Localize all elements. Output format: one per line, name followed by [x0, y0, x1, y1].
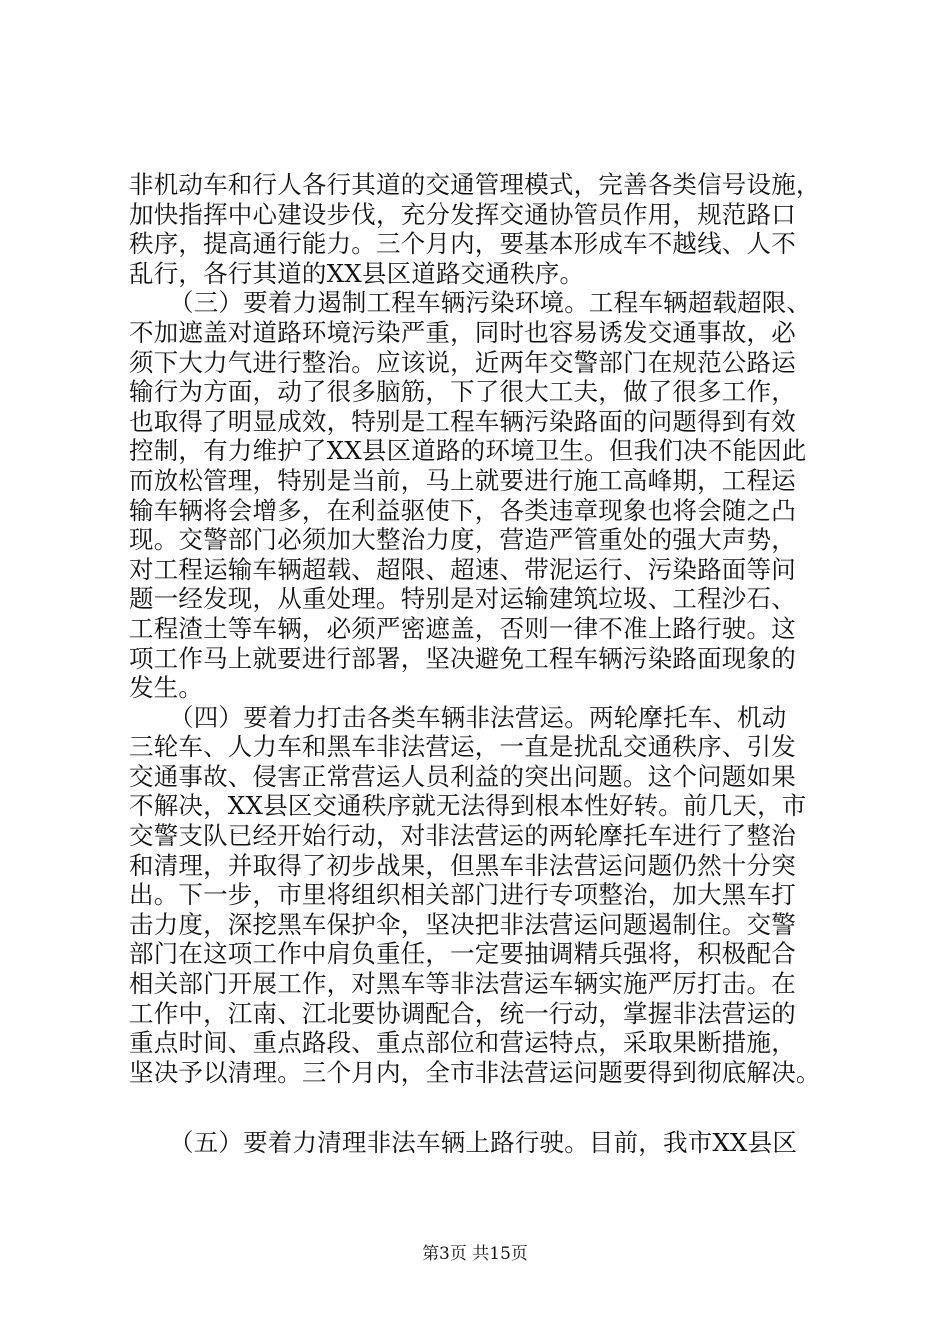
document-body [129, 170, 829, 1158]
text-line: 发生。 [129, 673, 204, 703]
text-line: 和清理，并取得了初步战果，但黑车非法营运问题仍然十分突 [129, 850, 796, 880]
text-line: 加快指挥中心建设步伐，充分发挥交通协管员作用，规范路口 [129, 199, 796, 229]
text-line: 不解决，XX县区交通秩序就无法得到根本性好转。前几天，市 [129, 791, 807, 821]
text-line: 控制，有力维护了XX县区道路的环境卫生。但我们决不能因此 [129, 436, 807, 466]
text-line: 工程渣土等车辆，必须严密遮盖，否则一律不准上路行驶。这 [129, 613, 796, 643]
text-line: 须下大力气进行整治。应该说，近两年交警部门在规范公路运 [129, 347, 796, 377]
page-footer: 第3页 共15页 [422, 1244, 528, 1264]
paragraph-heading-4: （四）要着力打击各类车辆非法营运。两轮摩托车、机动 [169, 702, 787, 732]
text-line: 现。交警部门必须加大整治力度，营造严管重处的强大声势， [129, 525, 796, 555]
text-line: 非机动车和行人各行其道的交通管理模式，完善各类信号设施， [129, 170, 821, 199]
text-line: 出。下一步，市里将组织相关部门进行专项整治，加大黑车打 [129, 880, 796, 910]
text-line: 项工作马上就要进行部署，坚决避免工程车辆污染路面现象的 [129, 643, 796, 673]
text-line: 对工程运输车辆超载、超限、超速、带泥运行、污染路面等问 [129, 554, 796, 584]
text-line: 题一经发现，从重处理。特别是对运输建筑垃圾、工程沙石、 [129, 584, 796, 614]
text-line: 交警支队已经开始行动，对非法营运的两轮摩托车进行了整治 [129, 821, 796, 851]
text-line: 输车辆将会增多，在利益驱使下，各类违章现象也将会随之凸 [129, 495, 796, 525]
text-line: 交通事故、侵害正常营运人员利益的突出问题。这个问题如果 [129, 761, 796, 791]
text-line: 部门在这项工作中肩负重任，一定要抽调精兵强将，积极配合 [129, 939, 796, 969]
text-line: 相关部门开展工作，对黑车等非法营运车辆实施严厉打击。在 [129, 969, 796, 999]
text-line: 重点时间、重点路段、重点部位和营运特点，采取果断措施， [129, 1028, 796, 1058]
text-line: 秩序，提高通行能力。三个月内，要基本形成车不越线、人不 [129, 229, 796, 259]
paragraph-heading-5: （五）要着力清理非法车辆上路行驶。目前，我市XX县区 [169, 1128, 798, 1158]
text-line: 击力度，深挖黑车保护伞，坚决把非法营运问题遏制住。交警 [129, 909, 796, 939]
paragraph-gap [129, 1087, 829, 1128]
paragraph-heading-3: （三）要着力遏制工程车辆污染环境。工程车辆超载超限、 [169, 288, 812, 318]
text-line: 输行为方面，动了很多脑筋，下了很大工夫，做了很多工作， [129, 377, 796, 407]
text-line: 坚决予以清理。三个月内，全市非法营运问题要得到彻底解决。 [129, 1057, 821, 1087]
text-line: 不加遮盖对道路环境污染严重，同时也容易诱发交通事故，必 [129, 317, 796, 347]
text-line: 乱行，各行其道的XX县区道路交通秩序。 [129, 258, 585, 288]
text-line: 而放松管理，特别是当前，马上就要进行施工高峰期，工程运 [129, 465, 796, 495]
text-line: 也取得了明显成效，特别是工程车辆污染路面的问题得到有效 [129, 406, 796, 436]
text-line: 工作中，江南、江北要协调配合，统一行动，掌握非法营运的 [129, 998, 796, 1028]
text-line: 三轮车、人力车和黑车非法营运，一直是扰乱交通秩序、引发 [129, 732, 796, 762]
